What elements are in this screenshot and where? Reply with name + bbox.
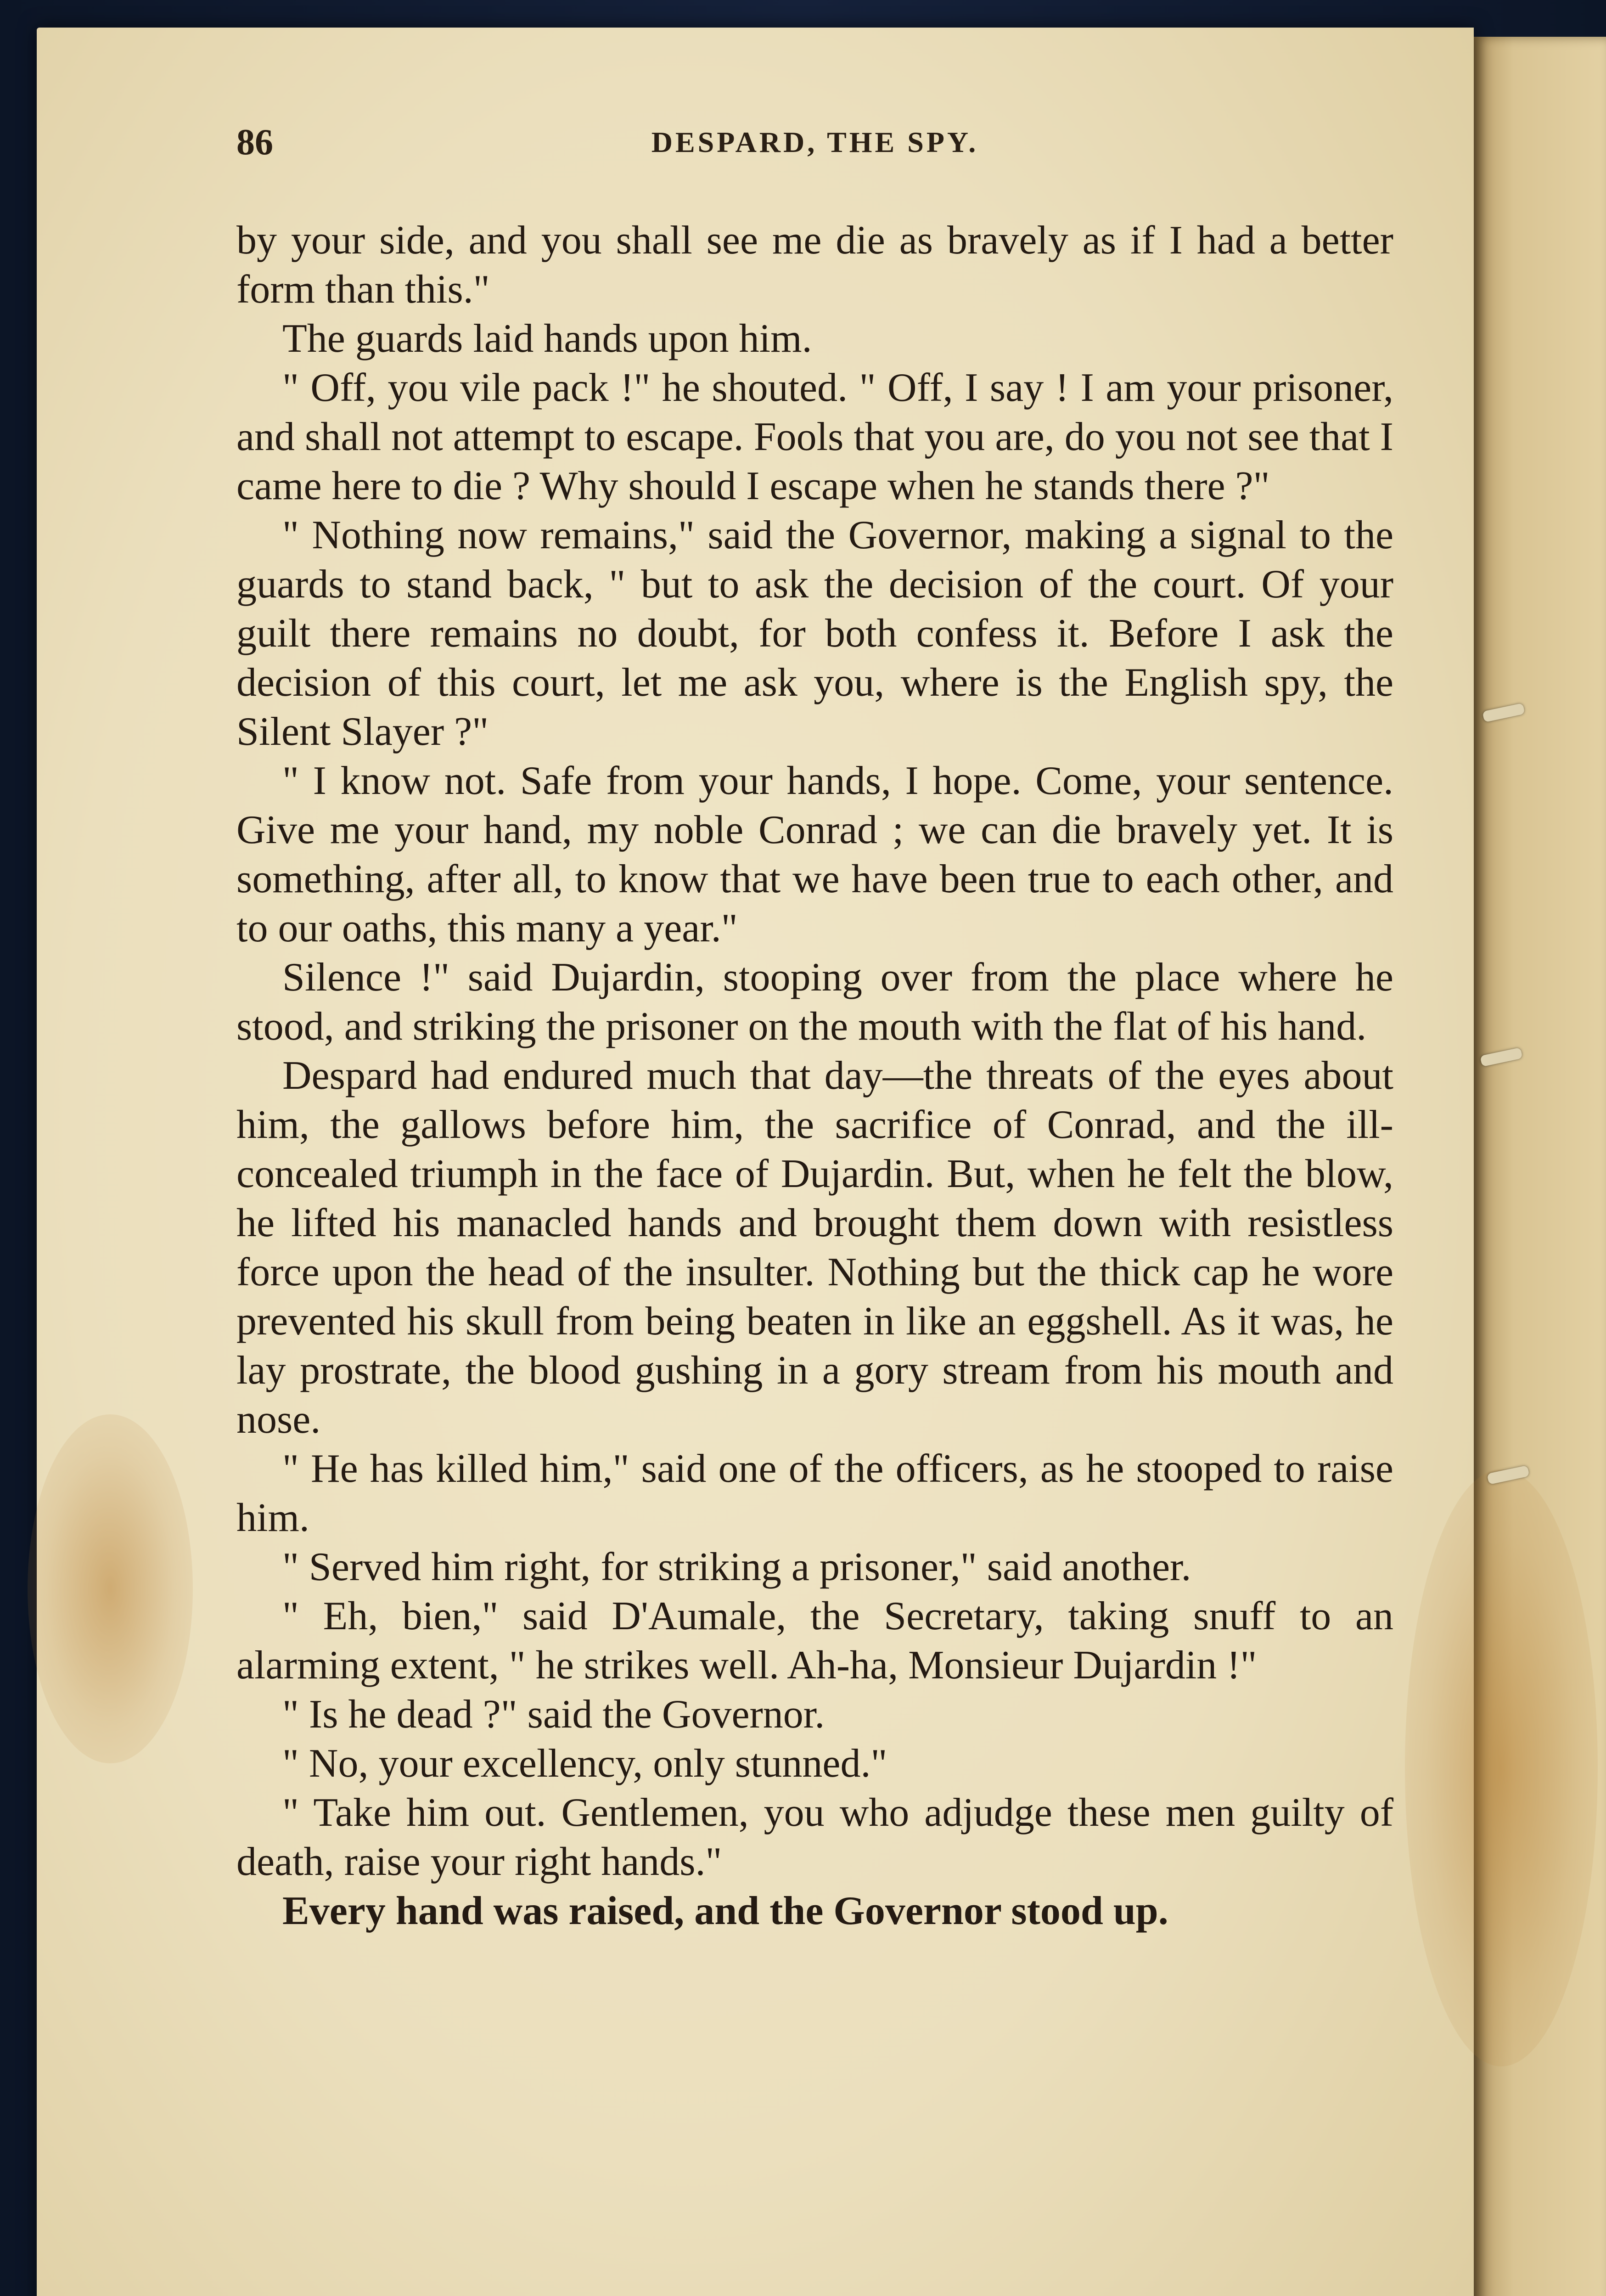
paragraph: Silence !" said Dujardin, stooping over from the place where he stood, and striking the prisoner on the mouth with the flat of his hand.: [236, 955, 1393, 1049]
water-stain-right: [1405, 1469, 1598, 2066]
paragraph: " No, your excellency, only stunned.": [282, 1741, 887, 1786]
water-stain-left: [28, 1414, 193, 1763]
paragraph: " Served him right, for striking a prisoner," said another.: [282, 1545, 1191, 1589]
paragraph: The guards laid hands upon him.: [282, 316, 812, 361]
paragraph: " I know not. Safe from your hands, I hope. Come, your sentence. Give me your hand, my noble Conrad ; we can die bravely yet. It is something, after all, to know that we have been true to each other, and to our oaths, this many a year.": [236, 759, 1393, 951]
paragraph: " He has killed him," said one of the officers, as he stooped to raise him.: [236, 1446, 1393, 1540]
paragraph: " Is he dead ?" said the Governor.: [282, 1692, 825, 1737]
page-body-text: [236, 216, 1393, 1936]
paragraph: " Nothing now remains," said the Governor, making a signal to the guards to stand back, " but to ask the decision of the court. Of your guilt there remains no doubt, for both confess it. Before I ask the decision of this court, let me ask you, where is the English spy, the Silent Slayer ?": [236, 513, 1393, 754]
paragraph: " Off, you vile pack !" he shouted. " Off, I say ! I am your prisoner, and shall not attempt to escape. Fools that you are, do you not see that I came here to die ? Why should I escape when he stands there ?": [236, 366, 1393, 508]
page-number: 86: [236, 122, 273, 163]
paragraph: " Eh, bien," said D'Aumale, the Secretary, taking snuff to an alarming extent, " he strikes well. Ah-ha, Monsieur Dujardin !": [236, 1594, 1393, 1688]
paragraph: Despard had endured much that day—the threats of the eyes about him, the gallows before him, the sacrifice of Conrad, and the ill-concealed triumph in the face of Dujardin. But, when he felt the blow, he lifted his manacled hands and brought them down with resistless force upon the head of the insulter. Nothing but the thick cap he wore prevented his skull from being beaten in like an eggshell. As it was, he lay prostrate, the blood gushing in a gory stream from his mouth and nose.: [236, 1053, 1393, 1442]
paragraph: by your side, and you shall see me die as bravely as if I had a better form than this.": [236, 218, 1393, 312]
paragraph: Every hand was raised, and the Governor stood up.: [282, 1889, 1168, 1933]
running-head: DESPARD, THE SPY.: [651, 126, 979, 158]
page-header: [236, 122, 1393, 172]
paragraph: " Take him out. Gentlemen, you who adjudge these men guilty of death, raise your right hands.": [236, 1790, 1393, 1884]
